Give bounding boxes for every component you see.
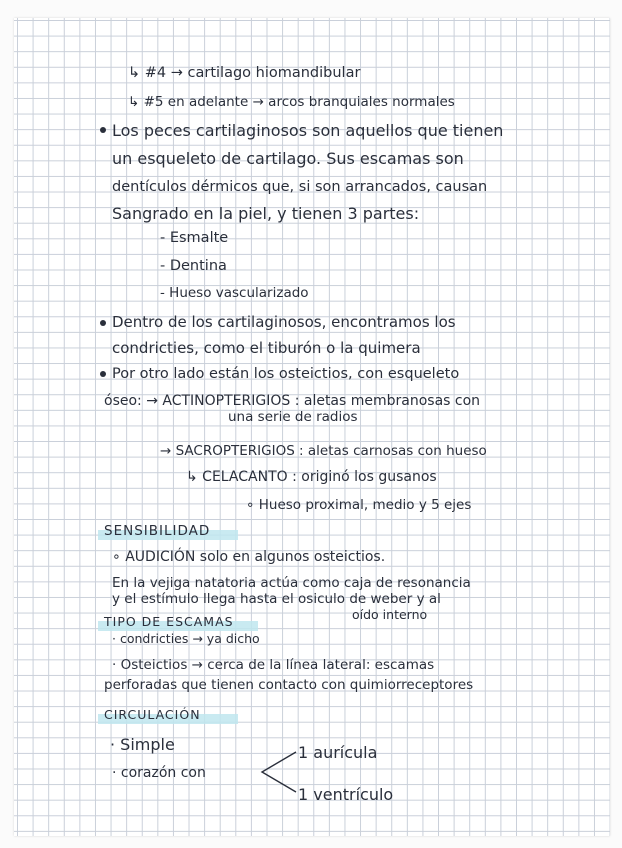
note-line: · condricties → ya dicho [112,631,260,646]
note-line: · Simple [110,735,175,754]
section-heading-tipo-escamas: TIPO DE ESCAMAS [104,614,234,629]
note-line: 1 aurícula [298,743,378,762]
note-line: ↳ #5 en adelante → arcos branquiales normales [128,94,455,110]
note-line: ↳ CELACANTO : originó los gusanos [186,469,437,485]
note-line: ↳ #4 → cartilago hiomandibular [128,65,361,81]
note-line: condricties, como el tiburón o la quimera [112,339,421,357]
note-line: · corazón con [112,765,206,781]
note-line: una serie de radios [228,409,358,425]
section-heading-sensibilidad: SENSIBILIDAD [104,523,211,539]
note-line: - Hueso vascularizado [160,285,309,301]
note-line: óseo: → ACTINOPTERIGIOS : aletas membranosas con [104,393,481,409]
note-line: y el estímulo llega hasta el osiculo de weber y al [112,591,441,607]
note-line: Por otro lado están los osteictios, con esqueleto [112,366,460,382]
note-line: → SACROPTERIGIOS : aletas carnosas con hueso [160,443,487,459]
note-line: · Osteictios → cerca de la línea lateral: escamas [112,657,435,673]
note-line: Los peces cartilaginosos son aquellos que tienen [112,121,504,140]
note-line: un esqueleto de cartilago. Sus escamas son [112,149,464,168]
note-line: dentículos dérmicos que, si son arrancados, causan [112,179,488,195]
note-line: En la vejiga natatoria actúa como caja de resonancia [112,575,471,591]
note-line: - Esmalte [160,230,229,246]
note-line: Sangrado en la piel, y tienen 3 partes: [112,204,420,223]
note-line: perforadas que tienen contacto con quimiorreceptores [104,677,474,693]
note-line: - Dentina [160,258,227,274]
note-line: Dentro de los cartilaginosos, encontramos los [112,313,456,331]
note-line: 1 ventrículo [298,785,394,804]
note-line: ∘ AUDICIÓN solo en algunos osteictios. [112,549,386,565]
note-line: oído interno [352,607,428,622]
section-heading-circulacion: CIRCULACIÓN [104,707,201,722]
note-line: ∘ Hueso proximal, medio y 5 ejes [246,497,472,513]
